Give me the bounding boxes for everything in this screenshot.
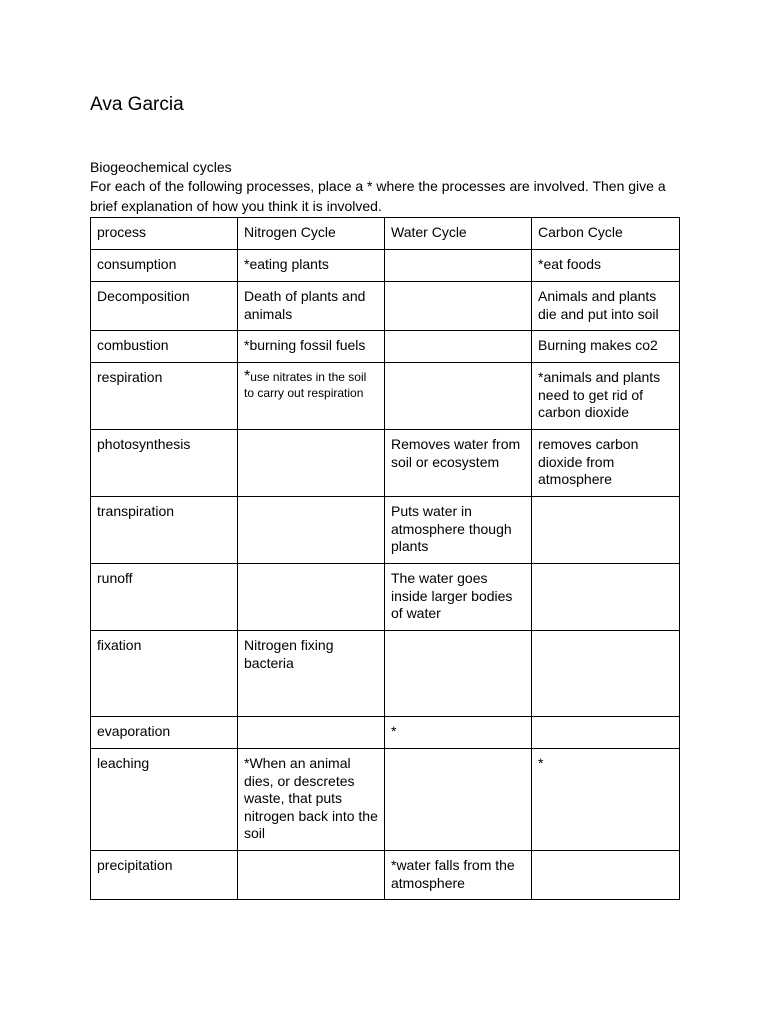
- nitrogen-cell: Nitrogen fixing bacteria: [238, 631, 385, 717]
- water-cell: The water goes inside larger bodies of water: [385, 564, 532, 631]
- process-cell: fixation: [91, 631, 238, 717]
- water-cell: [385, 363, 532, 430]
- carbon-cell: *animals and plants need to get rid of carbon dioxide: [532, 363, 680, 430]
- carbon-cell: [532, 717, 680, 749]
- header-carbon-cycle: Carbon Cycle: [532, 218, 680, 250]
- process-cell: runoff: [91, 564, 238, 631]
- table-row: [91, 749, 680, 851]
- instructions-text: For each of the following processes, place a * where the processes are involved. Then give a brief explanation of how you think it is involved.: [90, 178, 666, 214]
- document-heading: Biogeochemical cycles: [90, 159, 232, 175]
- water-cell: [385, 282, 532, 331]
- carbon-cell: Animals and plants die and put into soil: [532, 282, 680, 331]
- process-cell: evaporation: [91, 717, 238, 749]
- carbon-cell: *eat foods: [532, 250, 680, 282]
- nitrogen-cell: *eating plants: [238, 250, 385, 282]
- water-cell: Puts water in atmosphere though plants: [385, 497, 532, 564]
- water-cell: *water falls from the atmosphere: [385, 851, 532, 900]
- carbon-cell: Burning makes co2: [532, 331, 680, 363]
- table-row: [91, 331, 680, 363]
- process-cell: Decomposition: [91, 282, 238, 331]
- table-row: [91, 497, 680, 564]
- water-cell: Removes water from soil or ecosystem: [385, 430, 532, 497]
- carbon-cell: [532, 564, 680, 631]
- nitrogen-cell: *burning fossil fuels: [238, 331, 385, 363]
- table-header-row: [91, 218, 680, 250]
- nitrogen-cell: *When an animal dies, or descretes waste, that puts nitrogen back into the soil: [238, 749, 385, 851]
- process-cell: precipitation: [91, 851, 238, 900]
- header-water-cycle: Water Cycle: [385, 218, 532, 250]
- process-cell: transpiration: [91, 497, 238, 564]
- table-row: [91, 282, 680, 331]
- water-cell: *: [385, 717, 532, 749]
- process-cell: combustion: [91, 331, 238, 363]
- table-row: [91, 564, 680, 631]
- nitrogen-cell: Death of plants and animals: [238, 282, 385, 331]
- table-row: [91, 631, 680, 717]
- water-cell: [385, 749, 532, 851]
- table-row: [91, 851, 680, 900]
- nitrogen-cell: [238, 564, 385, 631]
- nitrogen-cell-text: use nitrates in the soil to carry out respiration: [244, 370, 367, 400]
- water-cell: [385, 250, 532, 282]
- water-cell: [385, 331, 532, 363]
- header-process: process: [91, 218, 238, 250]
- carbon-cell: [532, 851, 680, 900]
- header-nitrogen-cycle: Nitrogen Cycle: [238, 218, 385, 250]
- nitrogen-cell: [238, 497, 385, 564]
- nitrogen-cell: [238, 363, 385, 430]
- table-row: [91, 430, 680, 497]
- table-row: [91, 250, 680, 282]
- nitrogen-cell: [238, 430, 385, 497]
- author-name: Ava Garcia: [90, 94, 184, 115]
- nitrogen-cell: [238, 851, 385, 900]
- carbon-cell: [532, 631, 680, 717]
- process-cell: photosynthesis: [91, 430, 238, 497]
- carbon-cell: *: [532, 749, 680, 851]
- cycles-table: [90, 217, 680, 900]
- process-cell: consumption: [91, 250, 238, 282]
- process-cell: respiration: [91, 363, 238, 430]
- water-cell: [385, 631, 532, 717]
- asterisk-mark: *: [244, 368, 251, 385]
- process-cell: leaching: [91, 749, 238, 851]
- carbon-cell: [532, 497, 680, 564]
- table-row: [91, 363, 680, 430]
- carbon-cell: removes carbon dioxide from atmosphere: [532, 430, 680, 497]
- table-row: [91, 717, 680, 749]
- nitrogen-cell: [238, 717, 385, 749]
